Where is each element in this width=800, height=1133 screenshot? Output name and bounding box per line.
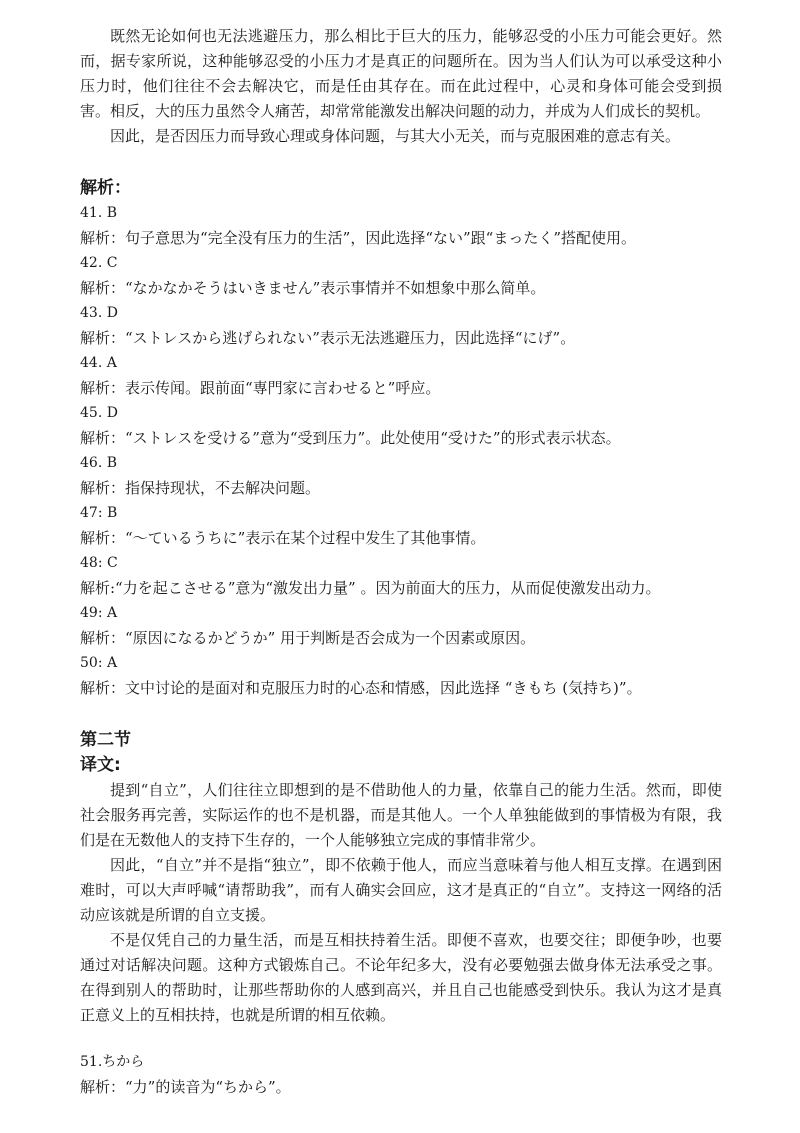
- answer-list: [80, 201, 722, 701]
- section2-paragraph-3: 不是仅凭自己的力量生活，而是互相扶持着生活。即便不喜欢，也要交往；即便争吵，也要通过对话解决问题。这种方式锻炼自己。不论年纪多大，没有必要勉强去做身体无法承受之事。在得到别人的帮助时，让那些帮助你的人感到高兴，并且自己也能感受到快乐。我认为这才是真正意义上的互相扶持，也就是所谓的相互依赖。: [80, 931, 722, 1024]
- section1-paragraph-2: 因此，是否因压力而导致心理或身体问题，与其大小无关，而与克服困难的意志有关。: [110, 127, 681, 145]
- answer-item: [80, 351, 722, 401]
- translation-heading: 译文:: [80, 755, 121, 775]
- answer-explanation: 解析：指保持现状，不去解决问题。: [80, 479, 321, 497]
- answer-number: 48: C: [80, 555, 118, 571]
- answer-number: 42. C: [80, 255, 118, 271]
- answer-explanation: 解析：“～ているうちに”表示在某个过程中发生了其他事情。: [80, 529, 486, 547]
- answer-number: 47: B: [80, 505, 118, 521]
- answer-explanation: 解析：“原因になるかどうか” 用于判断是否会成为一个因素或原因。: [80, 629, 536, 647]
- answer-item: [80, 201, 722, 251]
- answer-number: 50: A: [80, 655, 118, 671]
- answer-item: [80, 501, 722, 551]
- answer-number: 46. B: [80, 455, 118, 471]
- answer-number: 43. D: [80, 305, 118, 321]
- answer-explanation: 解析：“力”的读音为“ちから”。: [80, 1078, 291, 1096]
- answer-explanation: 解析：表示传闻。跟前面“専門家に言わせると”呼应。: [80, 379, 441, 397]
- answer-item: [80, 551, 722, 601]
- answer-explanation: 解析：“ストレスから逃げられない”表示无法逃避压力，因此选择“にげ”。: [80, 329, 576, 347]
- section1-paragraph-1: 既然无论如何也无法逃避压力，那么相比于巨大的压力，能够忍受的小压力可能会更好。然而，据专家所说，这种能够忍受的小压力才是真正的问题所在。因为当人们认为可以承受这种小压力时，他们往往不会去解决它，而是任由其存在。而在此过程中，心灵和身体可能会受到损害。相反，大的压力虽然令人痛苦，却常常能激发出解决问题的动力，并成为人们成长的契机。: [80, 27, 722, 120]
- answer-item: [80, 251, 722, 301]
- answer-item: [80, 651, 722, 701]
- answer-item: [80, 1050, 722, 1100]
- answer-item: [80, 601, 722, 651]
- answer-explanation: 解析：文中讨论的是面对和克服压力时的心态和情感，因此选择 “きもち (気持ち)”。: [80, 679, 642, 697]
- answer-item: [80, 451, 722, 501]
- answer-number: 41. B: [80, 205, 118, 221]
- section2-heading: 第二节: [80, 730, 131, 750]
- answer-explanation: 解析:“力を起こさせる”意为“激发出力量” 。因为前面大的压力，从而促使激发出动力。: [80, 579, 661, 597]
- analysis-heading: 解析：: [80, 178, 131, 198]
- section2-paragraph-2: 因此，“自立”并不是指“独立”，即不依赖于他人，而应当意味着与他人相互支撑。在遇到困难时，可以大声呼喊“请帮助我”，而有人确实会回应，这才是真正的“自立”。支持这一网络的活动应该就是所谓的自立支援。: [80, 856, 722, 924]
- answer-item: [80, 301, 722, 351]
- answer-item: [80, 401, 722, 451]
- answer-explanation: 解析：句子意思为“完全没有压力的生活”，因此选择“ない”跟“まったく”搭配使用。: [80, 229, 637, 247]
- answer-number: 44. A: [80, 355, 117, 371]
- answer-explanation: 解析：“ストレスを受ける”意为“受到压力”。此处使用“受けた”的形式表示状态。: [80, 429, 621, 447]
- answer-explanation: 解析：“なかなかそうはいきません”表示事情并不如想象中那么简单。: [80, 279, 546, 297]
- section2-paragraph-1: 提到“自立”，人们往往立即想到的是不借助他人的力量，依靠自己的能力生活。然而，即使社会服务再完善，实际运作的也不是机器，而是其他人。一个人单独能做到的事情极为有限，我们是在无数他人的支持下生存的，一个人能够独立完成的事情非常少。: [80, 781, 722, 849]
- document-page: [80, 24, 722, 1100]
- answer-number: 51.ちから: [80, 1054, 145, 1070]
- answer-number: 49: A: [80, 605, 118, 621]
- answer-number: 45. D: [80, 405, 118, 421]
